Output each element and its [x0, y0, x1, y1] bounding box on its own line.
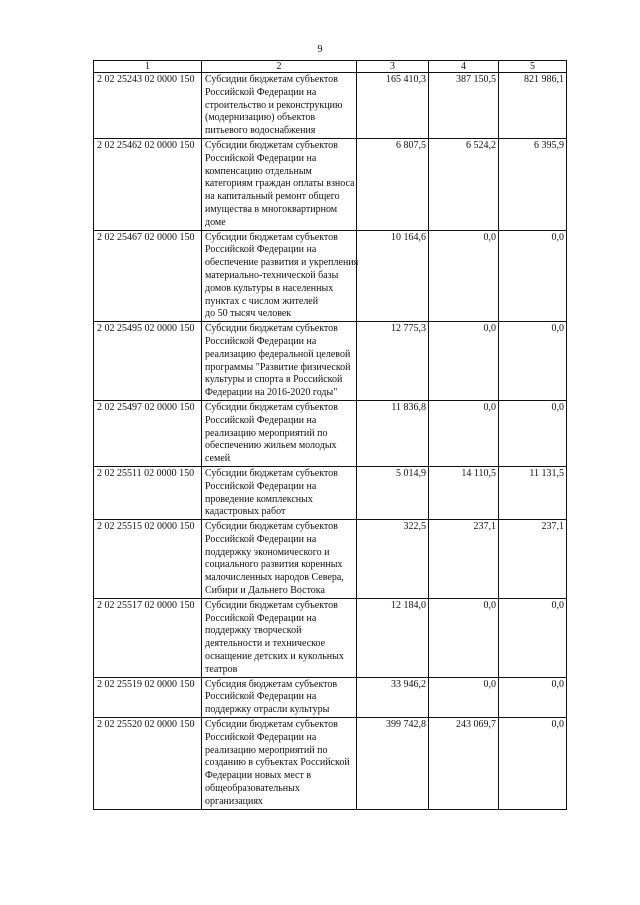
description-cell: [202, 73, 357, 139]
description-line: Российской Федерации на: [205, 86, 317, 98]
budget-code-cell: 2 02 25519 02 0000 150: [94, 677, 202, 717]
amount-col4-cell: 237,1: [429, 520, 499, 599]
description-line: Российской Федерации на: [205, 533, 317, 545]
column-header: 3: [357, 61, 429, 73]
amount-col3-cell: 12 775,3: [357, 322, 429, 401]
amount-col3-cell: 11 836,8: [357, 400, 429, 466]
description-line: поддержку экономического и: [205, 546, 330, 558]
description-line: Субсидии бюджетам субъектов: [205, 599, 338, 611]
amount-col5-cell: 6 395,9: [499, 138, 567, 230]
description-line: деятельности и техническое: [205, 638, 326, 650]
description-cell: [202, 677, 357, 717]
description-line: имущества в многоквартирном: [205, 203, 338, 215]
description-line: Российской Федерации на: [205, 414, 317, 426]
amount-col5-cell: 237,1: [499, 520, 567, 599]
amount-col5-cell: 0,0: [499, 718, 567, 810]
table-header-row: [94, 61, 567, 73]
table-row: [94, 400, 567, 466]
description-line: до 50 тысяч человек: [205, 308, 292, 320]
table-row: [94, 598, 567, 677]
description-line: питьевого водоснабжения: [205, 125, 316, 137]
description-line: культуры и спорта в Российской: [205, 374, 343, 386]
description-line: компенсацию отдельным: [205, 165, 312, 177]
description-line: Российской Федерации на: [205, 152, 317, 164]
amount-col4-cell: 0,0: [429, 677, 499, 717]
description-line: Федерации на 2016-2020 годы": [205, 387, 338, 399]
amount-col3-cell: 6 807,5: [357, 138, 429, 230]
amount-col4-cell: 0,0: [429, 598, 499, 677]
description-line: семей: [205, 453, 231, 465]
amount-col3-cell: 10 164,6: [357, 230, 429, 322]
description-line: Российской Федерации на: [205, 335, 317, 347]
budget-code-cell: 2 02 25520 02 0000 150: [94, 718, 202, 810]
amount-col3-cell: 322,5: [357, 520, 429, 599]
description-line: категориям граждан оплаты взноса: [205, 178, 355, 190]
table-row: [94, 230, 567, 322]
amount-col4-cell: 387 150,5: [429, 73, 499, 139]
amount-col4-cell: 243 069,7: [429, 718, 499, 810]
column-header: 2: [202, 61, 357, 73]
description-line: Российской Федерации на: [205, 612, 317, 624]
description-cell: [202, 520, 357, 599]
description-line: Сибири и Дальнего Востока: [205, 585, 325, 597]
amount-col5-cell: 0,0: [499, 677, 567, 717]
table-row: [94, 520, 567, 599]
description-line: Субсидии бюджетам субъектов: [205, 139, 338, 151]
amount-col3-cell: 399 742,8: [357, 718, 429, 810]
description-line: Субсидии бюджетам субъектов: [205, 719, 338, 731]
description-line: реализацию мероприятий по: [205, 427, 328, 439]
description-line: Субсидии бюджетам субъектов: [205, 467, 338, 479]
description-line: проведение комплексных: [205, 493, 313, 505]
description-line: Российской Федерации на: [205, 691, 317, 703]
description-line: Субсидии бюджетам субъектов: [205, 521, 338, 533]
table-row: [94, 322, 567, 401]
description-line: строительство и реконструкцию: [205, 99, 343, 111]
amount-col5-cell: 821 986,1: [499, 73, 567, 139]
description-line: Субсидии бюджетам субъектов: [205, 401, 338, 413]
description-line: Субсидия бюджетам субъектов: [205, 678, 338, 690]
amount-col5-cell: 11 131,5: [499, 466, 567, 519]
description-cell: [202, 718, 357, 810]
description-line: поддержку отрасли культуры: [205, 704, 330, 716]
amount-col5-cell: 0,0: [499, 230, 567, 322]
description-cell: [202, 598, 357, 677]
description-line: театров: [205, 663, 238, 675]
table-row: [94, 138, 567, 230]
description-line: реализацию мероприятий по: [205, 744, 328, 756]
amount-col4-cell: 0,0: [429, 400, 499, 466]
budget-code-cell: 2 02 25243 02 0000 150: [94, 73, 202, 139]
amount-col4-cell: 0,0: [429, 322, 499, 401]
description-line: Российской Федерации на: [205, 244, 317, 256]
description-line: созданию в субъектах Российской: [205, 757, 350, 769]
description-cell: [202, 230, 357, 322]
column-header: 4: [429, 61, 499, 73]
amount-col5-cell: 0,0: [499, 322, 567, 401]
table-body: [94, 73, 567, 810]
description-line: Субсидии бюджетам субъектов: [205, 74, 338, 85]
description-line: обеспечение развития и укрепления: [205, 257, 359, 269]
table-row: [94, 466, 567, 519]
description-line: кадастровых работ: [205, 506, 286, 518]
budget-code-cell: 2 02 25511 02 0000 150: [94, 466, 202, 519]
description-line: пунктах с числом жителей: [205, 295, 319, 307]
table-row: [94, 718, 567, 810]
budget-table: [93, 60, 567, 810]
amount-col5-cell: 0,0: [499, 400, 567, 466]
amount-col3-cell: 165 410,3: [357, 73, 429, 139]
description-cell: [202, 466, 357, 519]
amount-col3-cell: 12 184,0: [357, 598, 429, 677]
description-line: Российской Федерации на: [205, 731, 317, 743]
description-line: оснащение детских и кукольных: [205, 651, 344, 663]
description-line: социального развития коренных: [205, 559, 343, 571]
description-line: обеспечению жильем молодых: [205, 440, 337, 452]
column-header: 5: [499, 61, 567, 73]
column-header: 1: [94, 61, 202, 73]
budget-code-cell: 2 02 25515 02 0000 150: [94, 520, 202, 599]
amount-col5-cell: 0,0: [499, 598, 567, 677]
description-cell: [202, 138, 357, 230]
amount-col4-cell: 0,0: [429, 230, 499, 322]
description-line: доме: [205, 216, 226, 228]
budget-code-cell: 2 02 25462 02 0000 150: [94, 138, 202, 230]
budget-code-cell: 2 02 25495 02 0000 150: [94, 322, 202, 401]
table-row: [94, 677, 567, 717]
description-line: программы "Развитие физической: [205, 361, 351, 373]
description-line: Российской Федерации на: [205, 480, 317, 492]
budget-code-cell: 2 02 25467 02 0000 150: [94, 230, 202, 322]
description-line: поддержку творческой: [205, 625, 302, 637]
description-cell: [202, 322, 357, 401]
description-line: (модернизацию) объектов: [205, 112, 316, 124]
description-line: малочисленных народов Севера,: [205, 572, 344, 584]
amount-col3-cell: 33 946,2: [357, 677, 429, 717]
description-line: реализацию федеральной целевой: [205, 348, 351, 360]
amount-col4-cell: 6 524,2: [429, 138, 499, 230]
description-line: организациях: [205, 795, 263, 807]
description-line: Субсидии бюджетам субъектов: [205, 323, 338, 335]
description-line: домов культуры в населенных: [205, 282, 334, 294]
budget-code-cell: 2 02 25517 02 0000 150: [94, 598, 202, 677]
amount-col4-cell: 14 110,5: [429, 466, 499, 519]
description-line: общеобразовательных: [205, 783, 300, 795]
description-line: на капитальный ремонт общего: [205, 191, 340, 203]
budget-code-cell: 2 02 25497 02 0000 150: [94, 400, 202, 466]
page-number: 9: [317, 44, 323, 55]
amount-col3-cell: 5 014,9: [357, 466, 429, 519]
description-line: материально-технической базы: [205, 269, 339, 281]
description-cell: [202, 400, 357, 466]
table-row: [94, 73, 567, 139]
description-line: Субсидии бюджетам субъектов: [205, 231, 338, 243]
description-line: Федерации новых мест в: [205, 770, 312, 782]
